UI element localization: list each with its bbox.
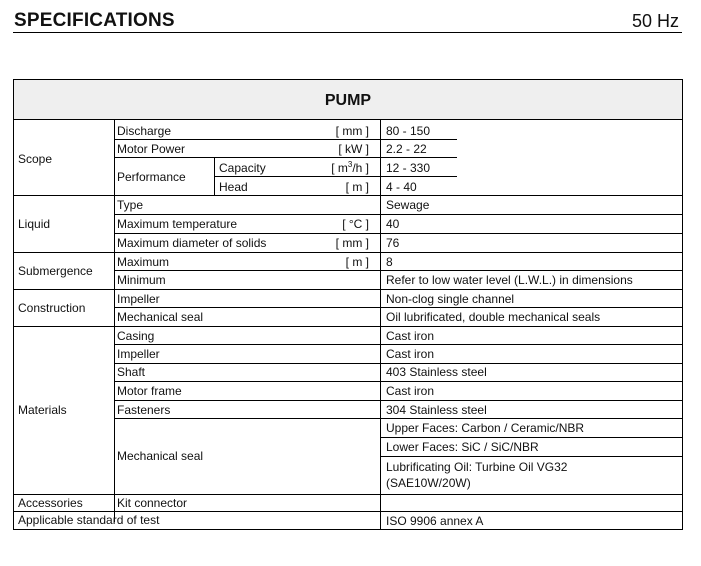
standard-label: Applicable standard of test: [18, 513, 160, 527]
category-scope: Scope: [18, 152, 53, 166]
sub-row-divider: [114, 363, 682, 364]
performance-label: Performance: [117, 170, 186, 184]
specifications-table: [13, 79, 683, 530]
row-divider: [14, 252, 682, 253]
shaft-label: Shaft: [117, 365, 146, 379]
sub-row-divider: [114, 214, 682, 215]
construction-impeller-label: Impeller: [117, 292, 160, 306]
seal-lower-faces: Lower Faces: SiC / SiC/NBR: [386, 440, 539, 454]
motor-frame-label: Motor frame: [117, 384, 182, 398]
value-underline: [380, 176, 457, 177]
materials-impeller-label: Impeller: [117, 347, 160, 361]
max-temp-unit: [ °C ]: [342, 217, 369, 231]
capacity-label: Capacity: [219, 161, 266, 175]
discharge-label: Discharge: [117, 124, 172, 138]
discharge-unit: [ mm ]: [335, 124, 369, 138]
row-divider: [14, 494, 682, 495]
accessories-value: Kit connector: [117, 496, 188, 510]
type-label: Type: [117, 198, 144, 212]
type-value: Sewage: [386, 198, 430, 212]
seal-oil-line2: (SAE10W/20W): [386, 476, 471, 490]
max-temp-value: 40: [386, 217, 400, 231]
category-liquid: Liquid: [18, 217, 51, 231]
max-temp-label: Maximum temperature: [117, 217, 238, 231]
construction-seal-label: Mechanical seal: [117, 310, 204, 324]
casing-label: Casing: [117, 329, 155, 343]
sub-row-divider: [114, 139, 381, 140]
max-solids-unit: [ mm ]: [335, 236, 369, 250]
sub-row-divider: [114, 307, 682, 308]
materials-seal-label: Mechanical seal: [117, 449, 204, 463]
value-divider: [380, 456, 682, 457]
seal-oil-line1: Lubrificating Oil: Turbine Oil VG32: [386, 460, 568, 474]
fasteners-label: Fasteners: [117, 403, 171, 417]
value-underline: [380, 139, 457, 140]
category-accessories: Accessories: [18, 496, 83, 510]
sub-row-divider: [114, 233, 682, 234]
sub-row-divider: [114, 157, 381, 158]
sub-row-divider: [114, 400, 682, 401]
sub-row-divider: [114, 418, 682, 419]
page-title: SPECIFICATIONS: [14, 10, 175, 31]
row-divider: [14, 511, 682, 512]
capacity-unit: [ $m^3/h$ ]: [331, 160, 369, 175]
sub-minimum-value: Refer to low water level (L.W.L.) in dimensions: [386, 273, 633, 287]
frequency-label: 50 Hz: [631, 11, 679, 31]
standard-value: ISO 9906 annex A: [386, 514, 484, 528]
head-label: Head: [219, 180, 248, 194]
col-divider-value: [380, 120, 381, 529]
motor-power-label: Motor Power: [117, 142, 186, 156]
discharge-value: 80 - 150: [386, 124, 431, 138]
construction-seal-value: Oil lubrificated, double mechanical seals: [386, 310, 601, 324]
value-divider: [380, 437, 682, 438]
sub-maximum-unit: [ m ]: [345, 255, 369, 269]
category-construction: Construction: [18, 301, 86, 315]
head-unit: [ m ]: [345, 180, 369, 194]
category-submergence: Submergence: [18, 264, 93, 278]
table-title: PUMP: [324, 92, 372, 109]
sub-row-divider: [114, 381, 682, 382]
col-divider-category: [114, 120, 115, 522]
row-divider: [14, 326, 682, 327]
construction-impeller-value: Non-clog single channel: [386, 292, 515, 306]
row-divider: [14, 195, 682, 196]
motor-power-unit: [ kW ]: [338, 142, 369, 156]
motor-frame-value: Cast iron: [386, 384, 435, 398]
sub-row-divider: [114, 344, 682, 345]
sub-row-divider: [214, 176, 381, 177]
casing-value: Cast iron: [386, 329, 435, 343]
sub-maximum-label: Maximum: [117, 255, 170, 269]
sub-row-divider: [114, 270, 682, 271]
fasteners-value: 304 Stainless steel: [386, 403, 487, 417]
category-materials: Materials: [18, 403, 67, 417]
max-solids-value: 76: [386, 236, 400, 250]
max-solids-label: Maximum diameter of solids: [117, 236, 267, 250]
motor-power-value: 2.2 - 22: [386, 142, 427, 156]
capacity-value: 12 - 330: [386, 161, 431, 175]
table-title-band: [14, 80, 682, 120]
row-divider: [14, 289, 682, 290]
value-underline: [380, 157, 457, 158]
materials-impeller-value: Cast iron: [386, 347, 435, 361]
seal-upper-faces: Upper Faces: Carbon / Ceramic/NBR: [386, 421, 585, 435]
page-header: [13, 8, 682, 33]
head-value: 4 - 40: [386, 180, 417, 194]
shaft-value: 403 Stainless steel: [386, 365, 487, 379]
sub-minimum-label: Minimum: [117, 273, 166, 287]
sub-maximum-value: 8: [386, 255, 393, 269]
